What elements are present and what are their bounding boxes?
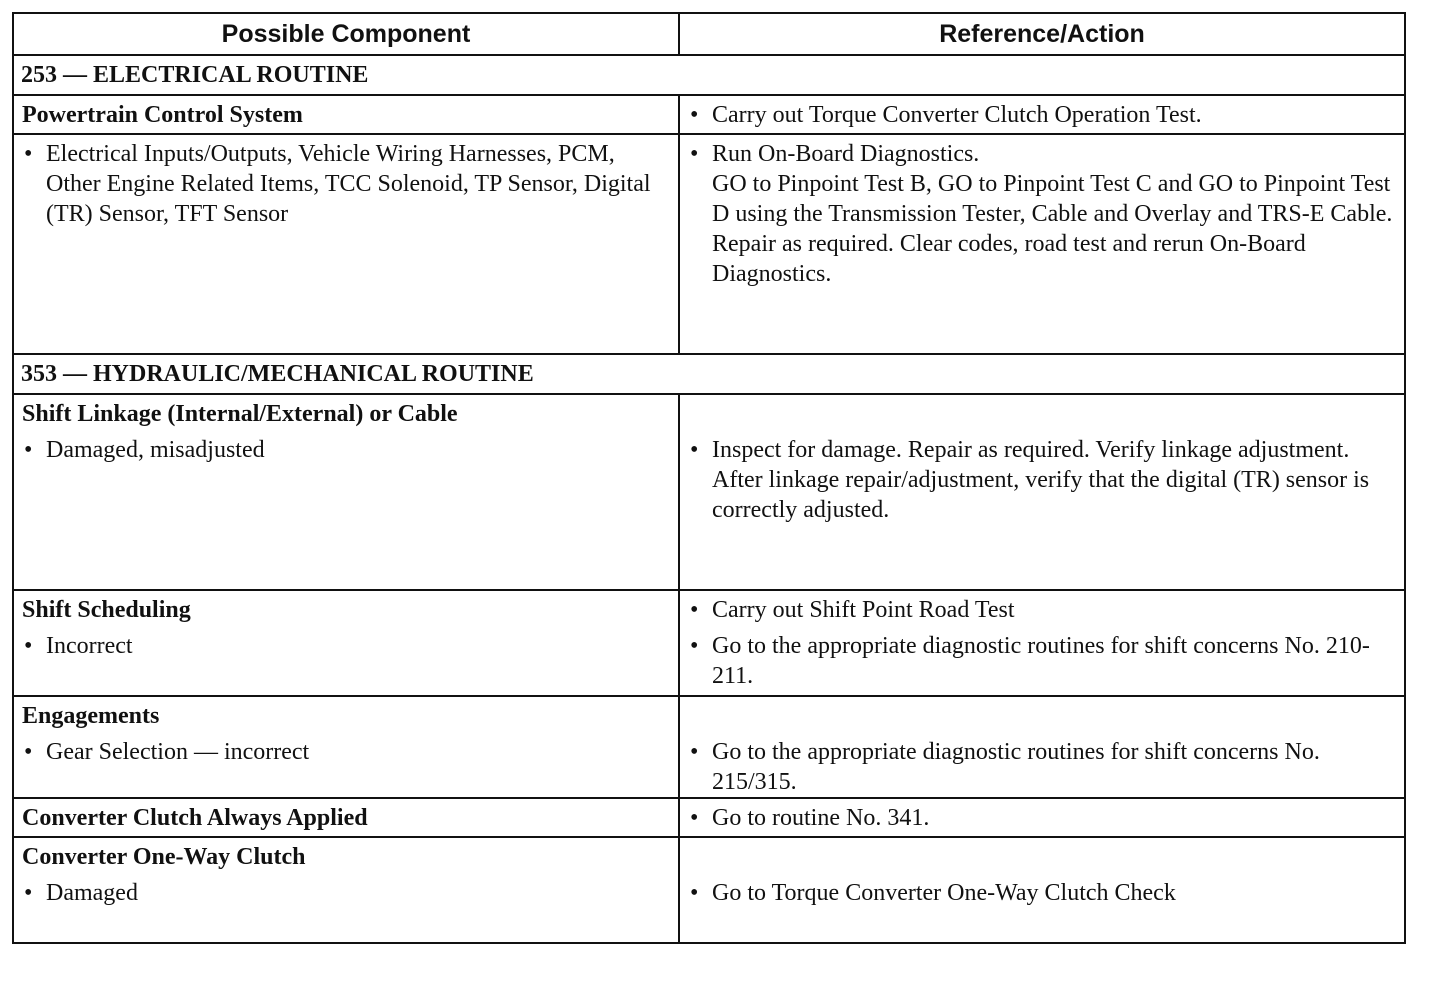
action-bullet: • Run On-Board Diagnostics. [688,139,1396,169]
component-cell [13,590,679,696]
action-bullet: • Carry out Shift Point Road Test [688,595,1396,625]
action-cell [679,95,1405,134]
component-title: Converter Clutch Always Applied [22,805,368,831]
component-cell [13,837,679,943]
component-cell [13,95,679,134]
component-bullet: • Damaged, misadjusted [22,435,670,465]
component-cell [13,798,679,837]
action-cell [679,696,1405,798]
component-cell [13,696,679,798]
table-row [13,837,1405,943]
action-bullet: • Go to the appropriate diagnostic routines for shift concerns No. 215/315. [688,737,1396,797]
component-bullet: • Gear Selection — incorrect [22,737,670,767]
component-title: Converter One-Way Clutch [22,844,306,870]
component-title: Shift Linkage (Internal/External) or Cable [22,401,458,427]
action-cell [679,590,1405,696]
table-row [13,95,1405,134]
component-cell [13,394,679,590]
table-row [13,798,1405,837]
header-reference-action: Reference/Action [679,13,1405,55]
action-bullet: • Go to the appropriate diagnostic routines for shift concerns No. 210-211. [688,631,1396,691]
section-row [13,354,1405,394]
section-hydraulic-routine: 353 — HYDRAULIC/MECHANICAL ROUTINE [13,354,1405,394]
action-cell [679,134,1405,354]
table-row [13,696,1405,798]
diagnostic-table [12,12,1406,944]
table-row [13,590,1405,696]
section-electrical-routine: 253 — ELECTRICAL ROUTINE [13,55,1405,95]
component-title: Engagements [22,703,160,729]
table-row [13,394,1405,590]
action-cell [679,798,1405,837]
component-title: Shift Scheduling [22,597,191,623]
action-cell [679,394,1405,590]
component-title: Powertrain Control System [22,102,303,128]
component-bullet: • Electrical Inputs/Outputs, Vehicle Wiring Harnesses, PCM, Other Engine Related Items, TCC Solenoid, TP Sensor, Digital (TR) Sensor, TFT Sensor [22,139,670,229]
action-bullet: • Go to Torque Converter One-Way Clutch Check [688,878,1396,908]
action-bullet: • Go to routine No. 341. [688,803,1396,833]
action-bullet: • Inspect for damage. Repair as required. Verify linkage adjustment. After linkage repair/adjustment, verify that the digital (TR) sensor is correctly adjusted. [688,435,1396,525]
action-cell [679,837,1405,943]
action-bullet: • Carry out Torque Converter Clutch Operation Test. [688,100,1396,130]
header-row [13,13,1405,55]
header-possible-component: Possible Component [13,13,679,55]
table-row [13,134,1405,354]
component-bullet: • Incorrect [22,631,670,661]
section-row [13,55,1405,95]
action-text: GO to Pinpoint Test B, GO to Pinpoint Test C and GO to Pinpoint Test D using the Transmission Tester, Cable and Overlay and TRS-E Cable. Repair as required. Clear codes, road test and rerun On-Board Diagnostics. [712,171,1393,287]
component-cell [13,134,679,354]
component-bullet: • Damaged [22,878,670,908]
